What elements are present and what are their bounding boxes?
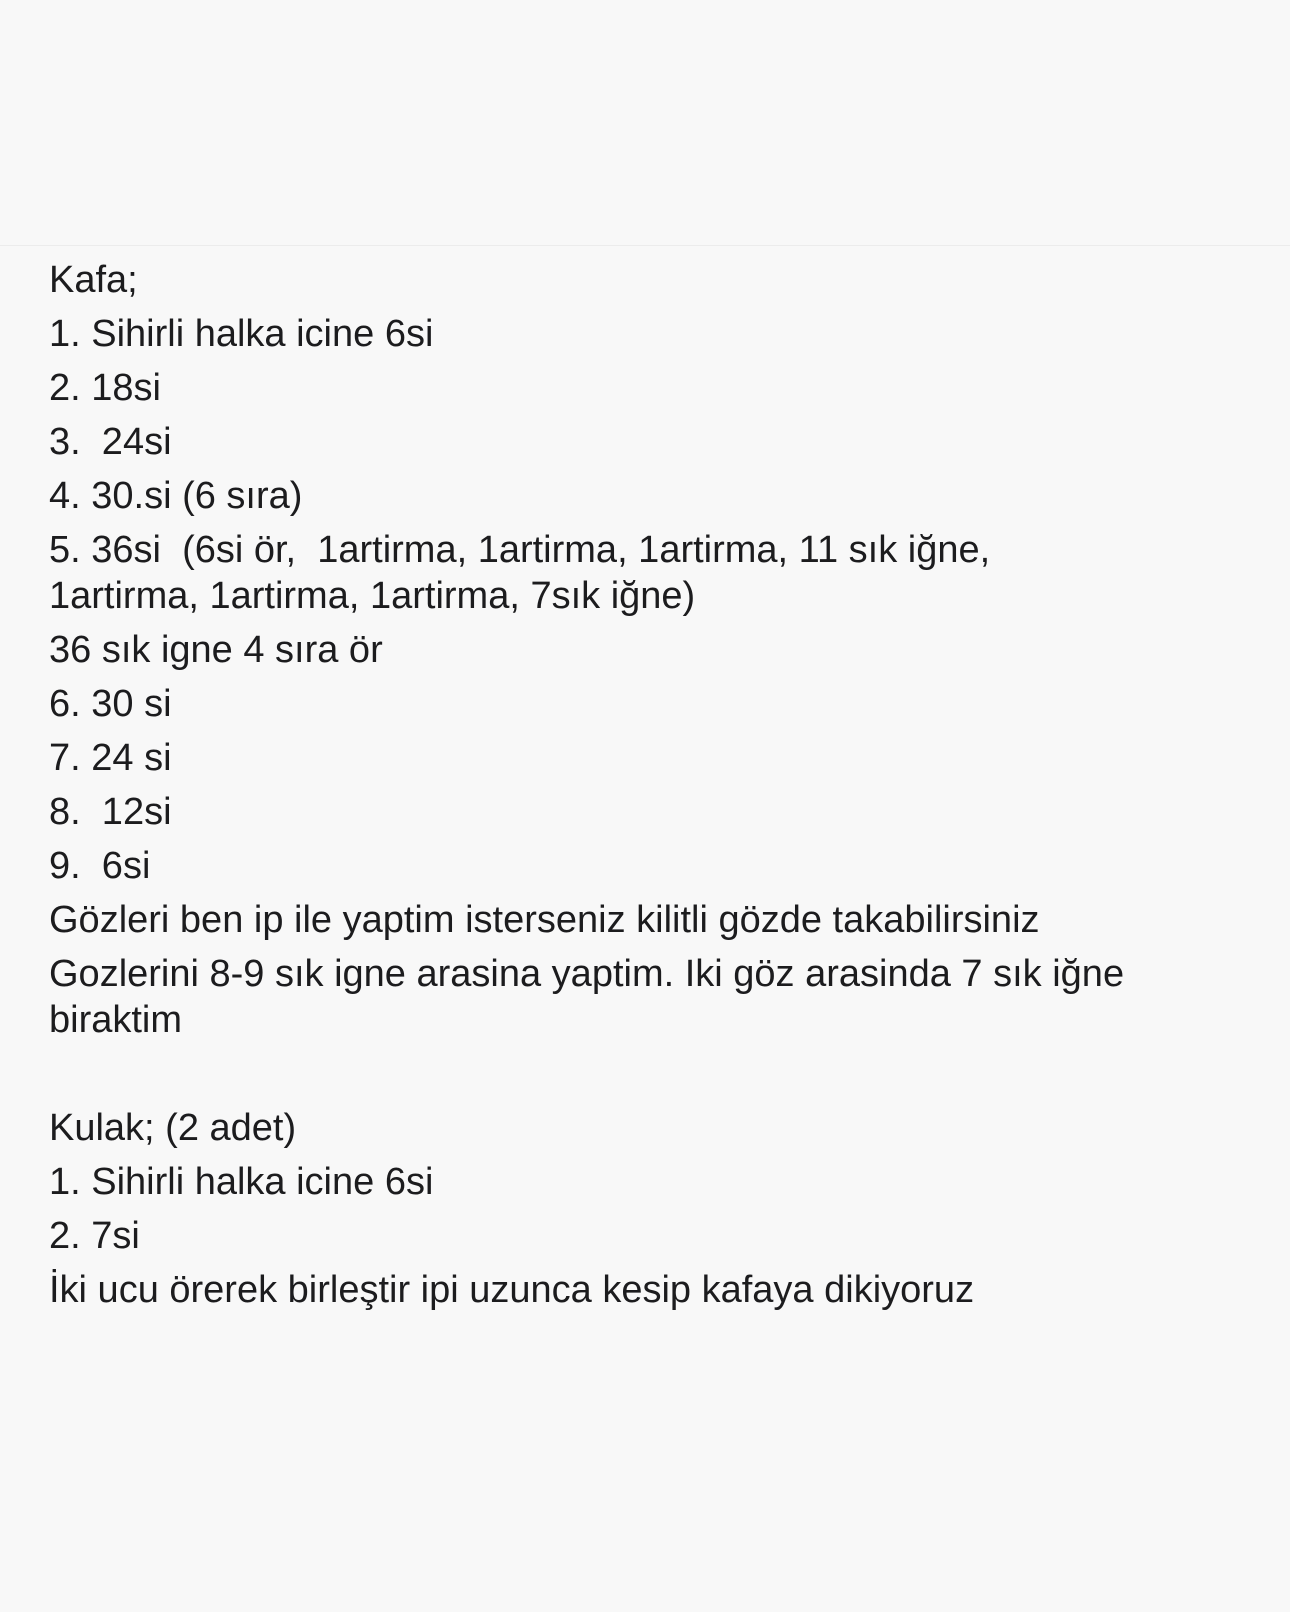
note-line: Gozlerini 8-9 sık igne arasina yaptim. Iki göz arasinda 7 sık iğne biraktim (49, 953, 1135, 1041)
note-line: Gözleri ben ip ile yaptim isterseniz kilitli gözde takabilirsiniz (49, 899, 1040, 941)
section-title-kafa: Kafa; (49, 259, 138, 301)
note-line: 6. 30 si (49, 683, 172, 725)
blank-line (49, 1047, 1259, 1101)
note-line: 7. 24 si (49, 737, 172, 779)
note-line: 5. 36si (6si ör, 1artirma, 1artirma, 1artirma, 11 sık iğne, 1artirma, 1artirma, 1artirma, 7sık iğne) (49, 529, 1001, 617)
note-line: 9. 6si (49, 845, 151, 887)
note-line: İki ucu örerek birleştir ipi uzunca kesip kafaya dikiyoruz (49, 1269, 975, 1311)
note-line: 36 sık igne 4 sıra ör (49, 629, 383, 671)
note-line: 1. Sihirli halka icine 6si (49, 313, 434, 355)
note-body[interactable] (49, 253, 1259, 1317)
note-header-area (0, 0, 1290, 246)
section-title-kulak: Kulak; (2 adet) (49, 1107, 297, 1149)
note-line: 3. 24si (49, 421, 172, 463)
note-line: 8. 12si (49, 791, 172, 833)
note-line: 2. 7si (49, 1215, 140, 1257)
note-line: 4. 30.si (6 sıra) (49, 475, 303, 517)
note-line: 2. 18si (49, 367, 161, 409)
note-line: 1. Sihirli halka icine 6si (49, 1161, 434, 1203)
